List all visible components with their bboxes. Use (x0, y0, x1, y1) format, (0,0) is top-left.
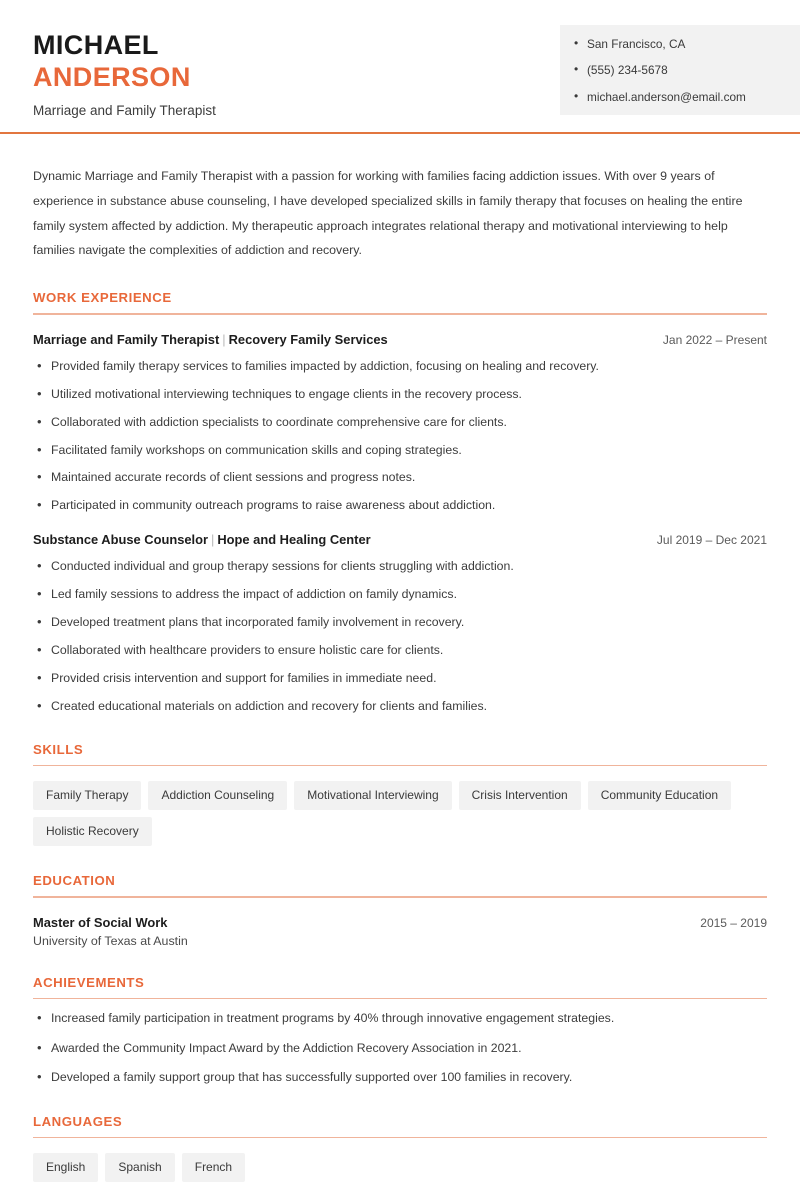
language-chip: French (182, 1153, 245, 1182)
section-rule (33, 765, 767, 766)
experience-bullets (33, 358, 767, 515)
bullet-item: • Awarded the Community Impact Award by the Addiction Recovery Association in 2021. (33, 1040, 767, 1057)
experience-bullets (33, 558, 767, 715)
experience-title (33, 532, 371, 547)
experience-entry (33, 332, 767, 515)
bullet-item: • Utilized motivational interviewing techniques to engage clients in the recovery process. (33, 386, 767, 403)
skills-chip-list (33, 781, 767, 846)
experience-date: Jul 2019 – Dec 2021 (656, 532, 767, 547)
education-degree: Master of Social Work (33, 914, 168, 930)
experience-date: Jan 2022 – Present (662, 332, 767, 347)
resume-header (0, 0, 800, 134)
section-title-work-experience: WORK EXPERIENCE (33, 290, 172, 306)
contact-phone: • (555) 234-5678 (574, 63, 800, 78)
language-chip: Spanish (105, 1153, 174, 1182)
skill-chip: Addiction Counseling (148, 781, 287, 810)
bullet-item: • Developed a family support group that has successfully supported over 100 families in recovery. (33, 1069, 767, 1086)
contact-list (574, 37, 800, 105)
header-divider (0, 132, 800, 134)
languages-chip-list (33, 1153, 767, 1182)
first-name: MICHAEL (33, 30, 159, 60)
education-entry (33, 915, 767, 948)
contact-box (560, 25, 800, 115)
experience-title (33, 332, 388, 347)
bullet-item: • Maintained accurate records of client sessions and progress notes. (33, 469, 767, 486)
contact-email: • michael.anderson@email.com (574, 90, 800, 105)
experience-company: Recovery Family Services (228, 331, 388, 347)
education-date: 2015 – 2019 (700, 915, 767, 930)
contact-location: • San Francisco, CA (574, 37, 800, 52)
section-title-education: EDUCATION (33, 873, 116, 889)
bullet-item: • Developed treatment plans that incorporated family involvement in recovery. (33, 614, 767, 631)
bullet-item: • Created educational materials on addiction and recovery for clients and families. (33, 698, 767, 715)
experience-company: Hope and Healing Center (217, 531, 371, 547)
experience-entry (33, 532, 767, 715)
experience-role: Marriage and Family Therapist (33, 331, 220, 347)
bullet-item: • Led family sessions to address the impact of addiction on family dynamics. (33, 586, 767, 603)
education-entry-head (33, 915, 767, 930)
section-rule (33, 313, 767, 314)
bullet-item: • Increased family participation in treatment programs by 40% through innovative engagement strategies. (33, 1010, 767, 1027)
section-rule (33, 998, 767, 999)
skill-chip: Crisis Intervention (459, 781, 581, 810)
skill-chip: Motivational Interviewing (294, 781, 451, 810)
section-title-achievements: ACHIEVEMENTS (33, 974, 145, 990)
title-separator: | (211, 531, 215, 547)
title-separator: | (222, 331, 226, 347)
experience-entry-head (33, 532, 767, 547)
bullet-item: • Conducted individual and group therapy sessions for clients struggling with addiction. (33, 558, 767, 575)
achievements-list (33, 1010, 767, 1086)
skill-chip: Holistic Recovery (33, 817, 152, 846)
bullet-item: • Facilitated family workshops on communication skills and coping strategies. (33, 442, 767, 459)
bullet-item: • Participated in community outreach programs to raise awareness about addiction. (33, 497, 767, 514)
section-work-experience (33, 290, 767, 715)
experience-entry-head (33, 332, 767, 347)
section-languages (33, 1114, 767, 1182)
section-rule (33, 896, 767, 897)
experience-role: Substance Abuse Counselor (33, 531, 209, 547)
bullet-item: • Collaborated with addiction specialists to coordinate comprehensive care for clients. (33, 414, 767, 431)
skill-chip: Family Therapy (33, 781, 141, 810)
section-education (33, 873, 767, 947)
education-school: University of Texas at Austin (33, 933, 188, 948)
resume-body (0, 164, 800, 1182)
section-title-languages: LANGUAGES (33, 1113, 123, 1129)
professional-summary: Dynamic Marriage and Family Therapist with a passion for working with families facing addiction issues. With over 9 years of experience in substance abuse counseling, I have developed specialized skills in family therapy that focuses on healing the entire family system affected by addiction. My therapeutic approach integrates relational therapy and motivational interviewing to help families navigate the complexities of addiction and recovery. (33, 169, 743, 258)
language-chip: English (33, 1153, 98, 1182)
bullet-item: • Collaborated with healthcare providers to ensure holistic care for clients. (33, 642, 767, 659)
section-rule (33, 1137, 767, 1138)
section-skills (33, 742, 767, 846)
section-achievements (33, 975, 767, 1087)
section-title-skills: SKILLS (33, 742, 84, 758)
bullet-item: • Provided family therapy services to families impacted by addiction, focusing on healing and recovery. (33, 358, 767, 375)
last-name: ANDERSON (33, 61, 191, 92)
bullet-item: • Provided crisis intervention and support for families in immediate need. (33, 670, 767, 687)
skill-chip: Community Education (588, 781, 731, 810)
headline-job-title: Marriage and Family Therapist (33, 102, 216, 118)
